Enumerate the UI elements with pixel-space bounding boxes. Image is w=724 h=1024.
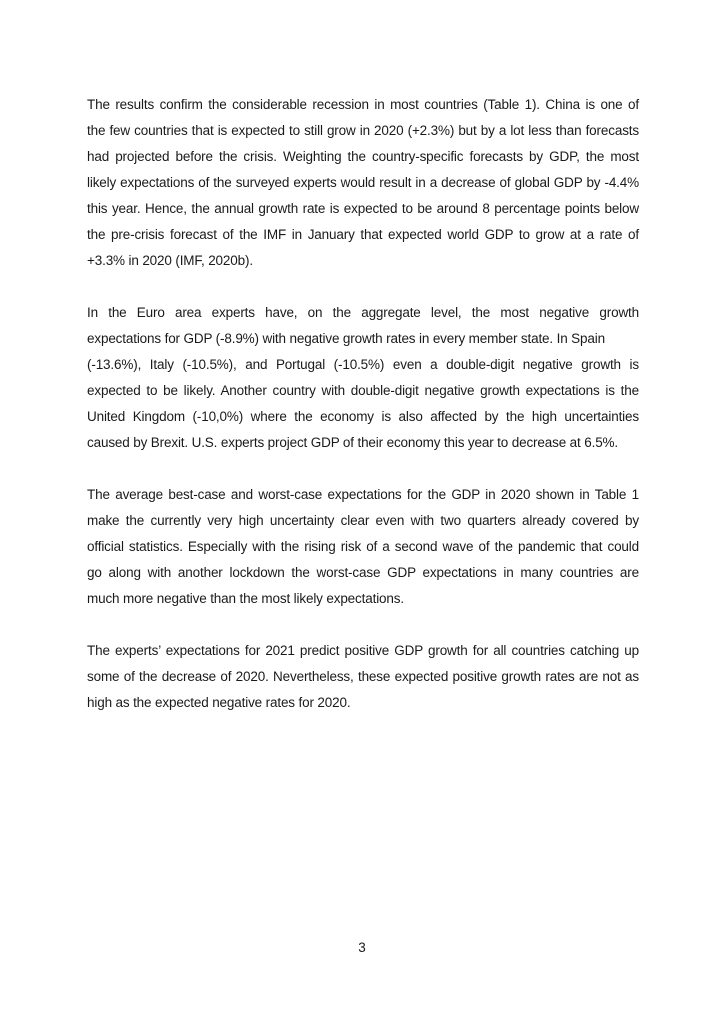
paragraph-results	[87, 92, 639, 274]
text-line: In the Euro area experts have, on the aggregate level, the most negative growth	[87, 305, 639, 320]
text-line: the pre-crisis forecast of the IMF in January that expected world GDP to grow at a rate of	[87, 227, 639, 242]
text-line: the few countries that is expected to still grow in 2020 (+2.3%) but by a lot less than forecasts	[87, 123, 639, 138]
text-line: +3.3% in 2020 (IMF, 2020b).	[87, 253, 253, 268]
text-line: The results confirm the considerable recession in most countries (Table 1). China is one of	[87, 97, 639, 112]
text-line: high as the expected negative rates for 2020.	[87, 695, 351, 710]
text-line: had projected before the crisis. Weighting the country-specific forecasts by GDP, the most	[87, 149, 639, 164]
text-line: The experts’ expectations for 2021 predict positive GDP growth for all countries catching up	[87, 643, 639, 658]
text-line: make the currently very high uncertainty clear even with two quarters already covered by	[87, 513, 639, 528]
text-line: some of the decrease of 2020. Nevertheless, these expected positive growth rates are not as	[87, 669, 639, 684]
text-line: The average best-case and worst-case expectations for the GDP in 2020 shown in Table 1	[87, 487, 639, 502]
text-line: (-13.6%), Italy (-10.5%), and Portugal (-10.5%) even a double-digit negative growth is	[87, 357, 639, 372]
text-line: United Kingdom (-10,0%) where the economy is also affected by the high uncertainties	[87, 409, 639, 424]
text-line: expectations for GDP (-8.9%) with negative growth rates in every member state. In Spain	[87, 331, 605, 346]
document-body	[87, 92, 639, 742]
paragraph-2021-expectations	[87, 638, 639, 716]
text-line: official statistics. Especially with the rising risk of a second wave of the pandemic that could	[87, 539, 639, 554]
text-line: expected to be likely. Another country with double-digit negative growth expectations is the	[87, 383, 639, 398]
text-line: go along with another lockdown the worst-case GDP expectations in many countries are	[87, 565, 639, 580]
paragraph-best-worst-case	[87, 482, 639, 612]
text-line: likely expectations of the surveyed experts would result in a decrease of global GDP by -4.4%	[87, 175, 639, 190]
text-line: much more negative than the most likely expectations.	[87, 591, 404, 606]
page-number: 3	[358, 940, 366, 955]
text-line: this year. Hence, the annual growth rate is expected to be around 8 percentage points below	[87, 201, 639, 216]
text-line: caused by Brexit. U.S. experts project GDP of their economy this year to decrease at 6.5%.	[87, 435, 619, 450]
paragraph-euro-area	[87, 300, 639, 456]
